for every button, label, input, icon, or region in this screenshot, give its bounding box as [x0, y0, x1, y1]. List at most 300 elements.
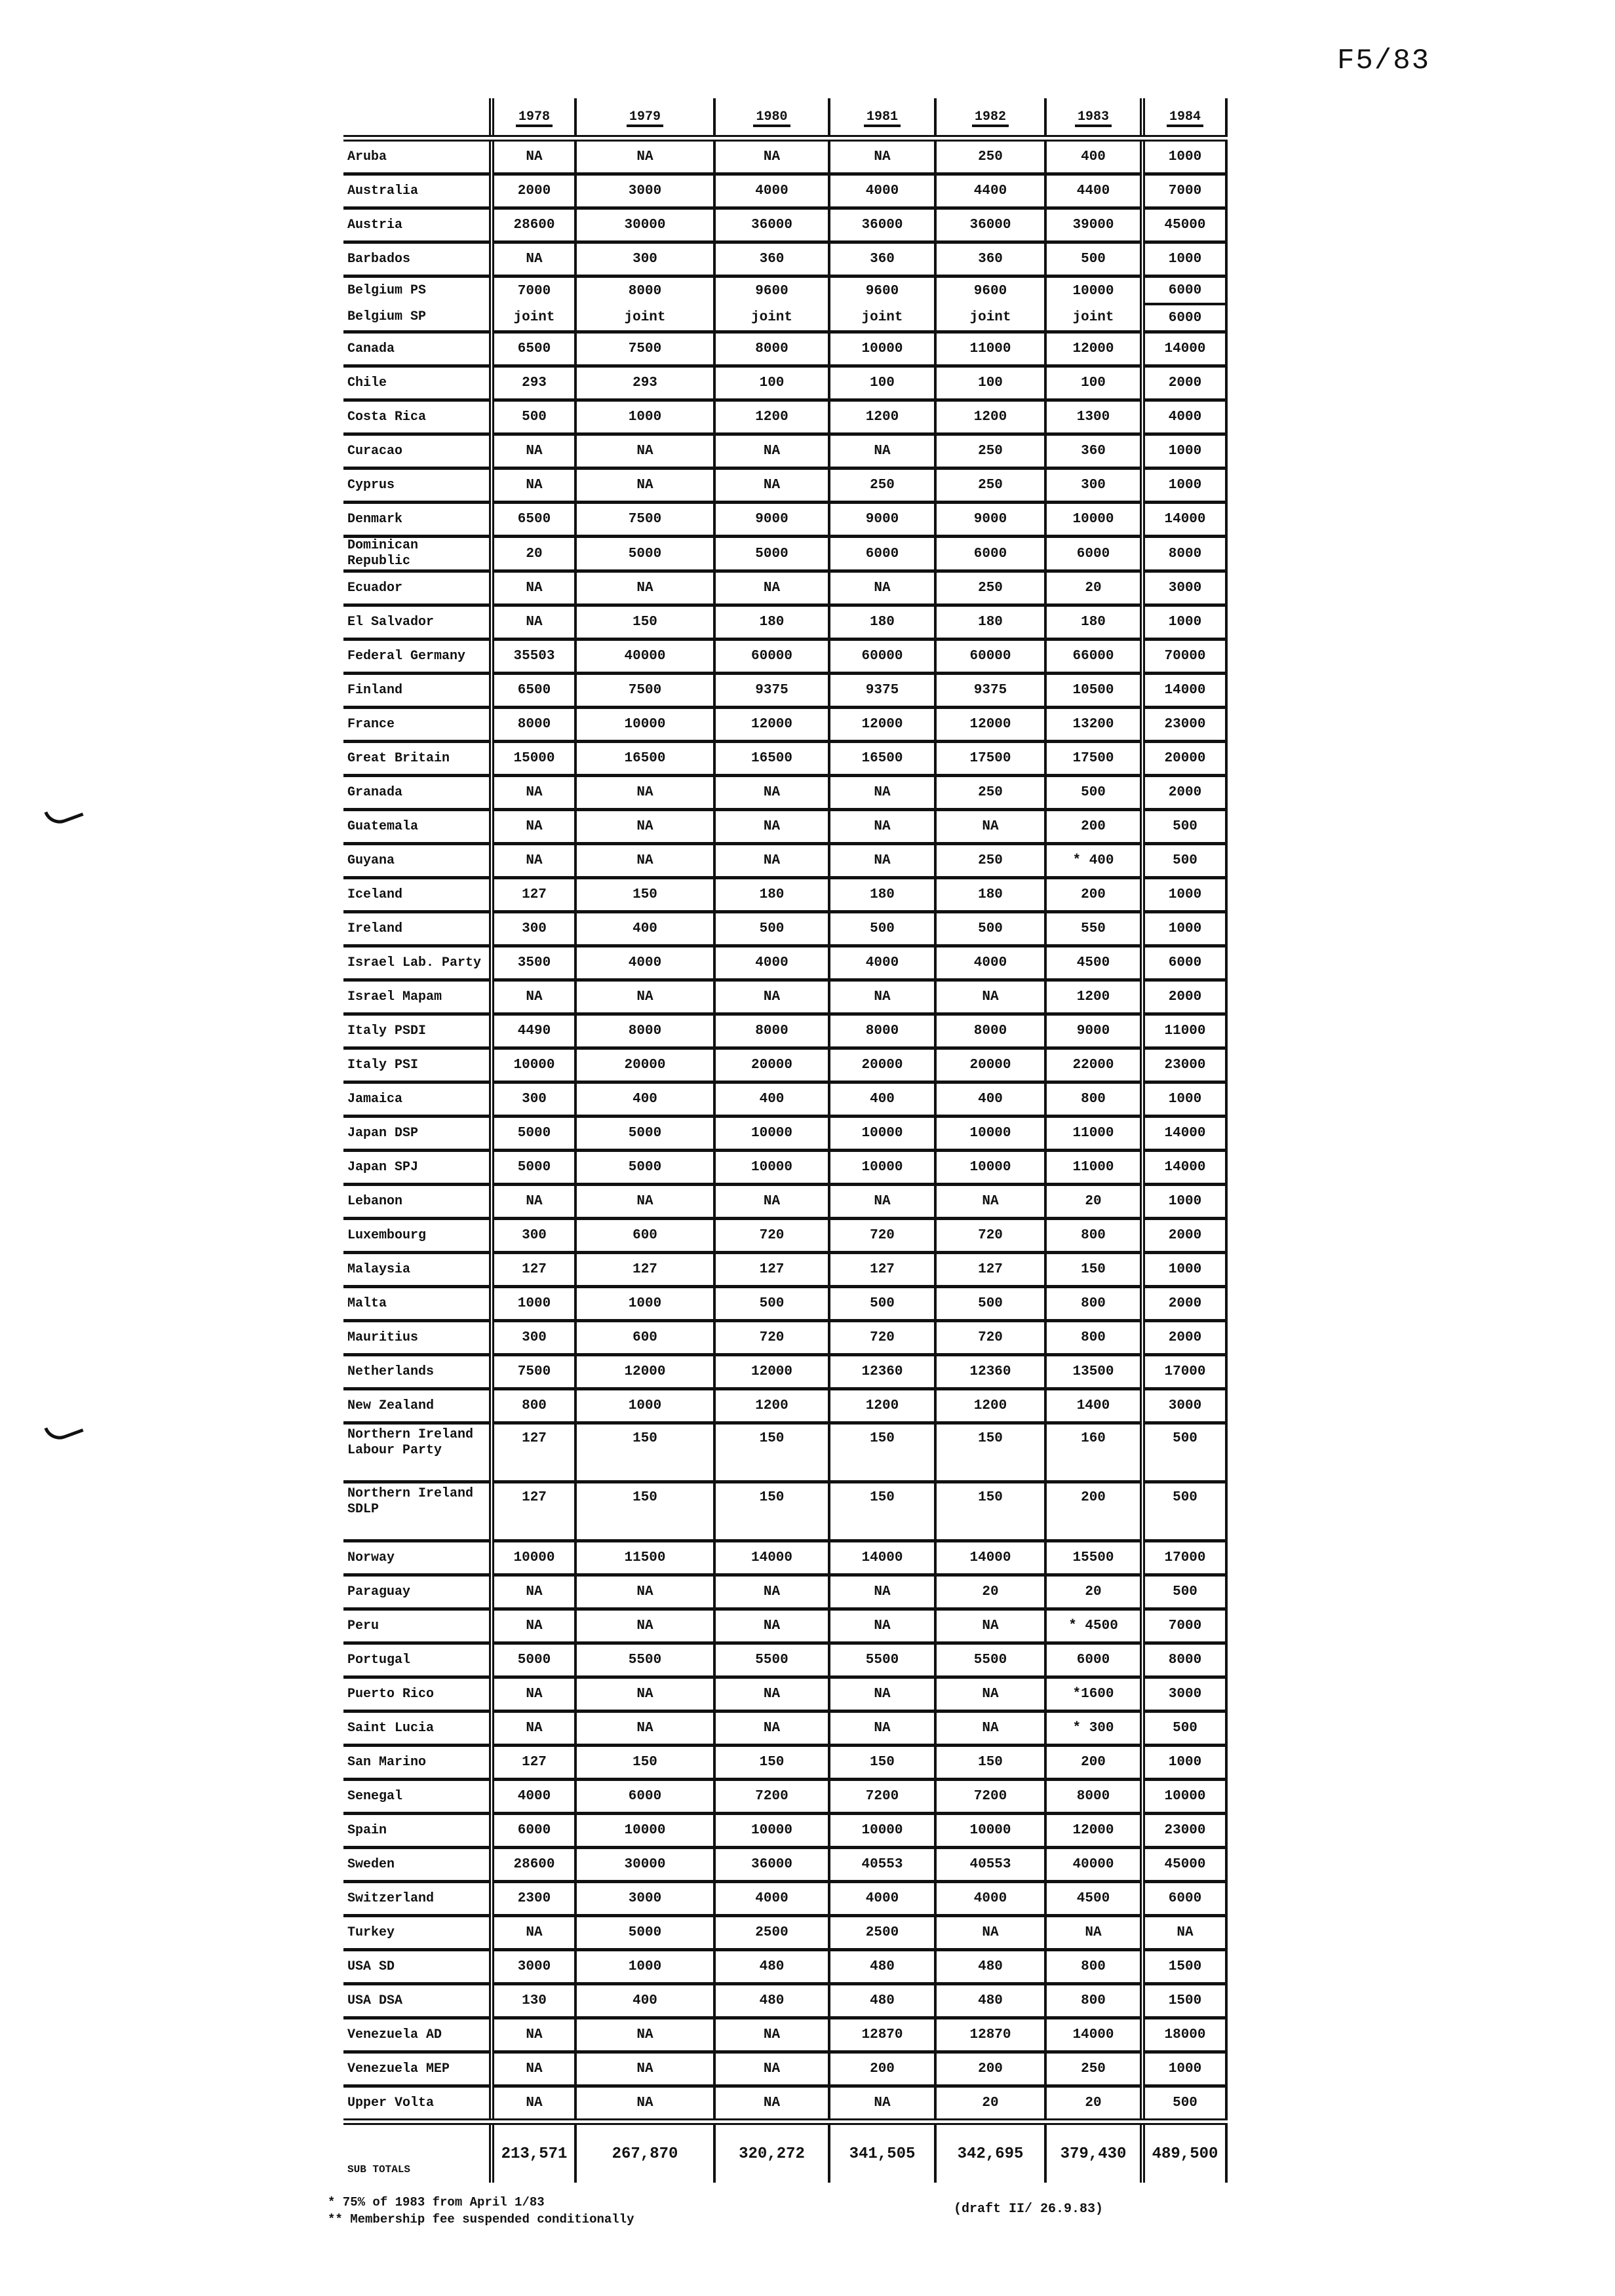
- cell-1978: 5000: [492, 1117, 575, 1151]
- row-label: Granada: [343, 776, 492, 810]
- cell-1982: 10000: [935, 1151, 1045, 1185]
- cell-1983: * 400: [1045, 844, 1142, 878]
- row-label: Austria: [343, 208, 492, 242]
- cell-1983: 1400: [1045, 1389, 1142, 1423]
- row-label: Mauritius: [343, 1321, 492, 1355]
- table-row: [343, 1389, 1226, 1423]
- cell-1978: 127: [492, 878, 575, 912]
- cell-1981: NA: [829, 844, 935, 878]
- cell-1980: NA: [714, 469, 829, 503]
- row-label: Netherlands: [343, 1355, 492, 1389]
- row-label: Great Britain: [343, 742, 492, 776]
- row-label: Denmark: [343, 503, 492, 537]
- cell-1982: 17500: [935, 742, 1045, 776]
- cell-1984: 7000: [1142, 1609, 1226, 1643]
- table-row: [343, 674, 1226, 708]
- cell-1982: 480: [935, 1950, 1045, 1984]
- table-row: [343, 1355, 1226, 1389]
- cell-1981: NA: [829, 1185, 935, 1219]
- cell-1980: NA: [714, 980, 829, 1014]
- cell-1980: 12000: [714, 708, 829, 742]
- cell-1982: 360: [935, 242, 1045, 277]
- year-label: 1979: [627, 109, 663, 127]
- cell-1980: 127: [714, 1253, 829, 1287]
- row-label: USA SD: [343, 1950, 492, 1984]
- cell-1981: 60000: [829, 640, 935, 674]
- cell-1982: NA: [935, 1712, 1045, 1746]
- cell-1979: 600: [575, 1321, 714, 1355]
- table-row: [343, 366, 1226, 400]
- cell-1979: 5500: [575, 1643, 714, 1677]
- cell-1981: NA: [829, 1712, 935, 1746]
- cell-1983: 100: [1045, 366, 1142, 400]
- cell-1979: joint: [575, 304, 714, 332]
- cell-1979: 30000: [575, 208, 714, 242]
- row-label: Upper Volta: [343, 2086, 492, 2122]
- row-label: Turkey: [343, 1916, 492, 1950]
- cell-1984: 23000: [1142, 1814, 1226, 1848]
- cell-1984: 70000: [1142, 640, 1226, 674]
- cell-1980: NA: [714, 138, 829, 174]
- subtotals-row: [343, 2122, 1226, 2183]
- cell-1981: NA: [829, 434, 935, 469]
- cell-1984: 23000: [1142, 1048, 1226, 1082]
- table-row: [343, 1482, 1226, 1541]
- footnote-2: ** Membership fee suspended conditionally: [328, 2212, 634, 2227]
- row-label: New Zealand: [343, 1389, 492, 1423]
- year-header: [492, 98, 575, 138]
- cell-1980: 150: [714, 1423, 829, 1482]
- cell-1983: 66000: [1045, 640, 1142, 674]
- cell-1983: 20: [1045, 2086, 1142, 2122]
- row-label: Norway: [343, 1541, 492, 1575]
- table-row: [343, 1609, 1226, 1643]
- cell-1981: 500: [829, 1287, 935, 1321]
- cell-1979: 150: [575, 605, 714, 640]
- row-label: Dominican Republic: [343, 537, 492, 571]
- cell-1982: 11000: [935, 332, 1045, 366]
- row-label: Guyana: [343, 844, 492, 878]
- cell-1979: 150: [575, 1423, 714, 1482]
- cell-1984: 11000: [1142, 1014, 1226, 1048]
- cell-1979: 4000: [575, 946, 714, 980]
- table-row: [343, 503, 1226, 537]
- row-label: Malaysia: [343, 1253, 492, 1287]
- table-row: [343, 810, 1226, 844]
- cell-1982: 9375: [935, 674, 1045, 708]
- table-row: [343, 878, 1226, 912]
- cell-1978: NA: [492, 1712, 575, 1746]
- cell-1983: 8000: [1045, 1780, 1142, 1814]
- row-label: SUB TOTALS: [343, 2122, 492, 2183]
- cell-1983: 800: [1045, 1984, 1142, 2018]
- cell-1983: 11000: [1045, 1151, 1142, 1185]
- cell-1984: 2000: [1142, 1287, 1226, 1321]
- cell-1978: 3000: [492, 1950, 575, 1984]
- table-row: [343, 138, 1226, 174]
- cell-1980: 500: [714, 912, 829, 946]
- cell-1978: 4000: [492, 1780, 575, 1814]
- cell-1980: 9375: [714, 674, 829, 708]
- cell-1979: 20000: [575, 1048, 714, 1082]
- table-row: [343, 1882, 1226, 1916]
- cell-1980: NA: [714, 1609, 829, 1643]
- cell-1983: 1200: [1045, 980, 1142, 1014]
- cell-1984: 1000: [1142, 605, 1226, 640]
- cell-1982: 60000: [935, 640, 1045, 674]
- cell-1980: 10000: [714, 1117, 829, 1151]
- cell-1979: 6000: [575, 1780, 714, 1814]
- cell-1980: 8000: [714, 332, 829, 366]
- cell-1981: 341,505: [829, 2122, 935, 2183]
- header-blank: [343, 98, 492, 138]
- cell-1982: NA: [935, 1916, 1045, 1950]
- cell-1984: 1000: [1142, 1746, 1226, 1780]
- cell-1979: 5000: [575, 1916, 714, 1950]
- cell-1982: NA: [935, 1609, 1045, 1643]
- table-row: [343, 2086, 1226, 2122]
- cell-1982: 12000: [935, 708, 1045, 742]
- cell-1984: 1500: [1142, 1950, 1226, 1984]
- cell-1979: NA: [575, 844, 714, 878]
- cell-1981: 40553: [829, 1848, 935, 1882]
- cell-1978: NA: [492, 469, 575, 503]
- cell-1979: 1000: [575, 1287, 714, 1321]
- cell-1981: 720: [829, 1219, 935, 1253]
- cell-1983: 500: [1045, 776, 1142, 810]
- cell-1984: 8000: [1142, 537, 1226, 571]
- cell-1979: NA: [575, 434, 714, 469]
- cell-1982: 150: [935, 1482, 1045, 1541]
- cell-1982: 6000: [935, 537, 1045, 571]
- cell-1982: 250: [935, 138, 1045, 174]
- cell-1980: 9000: [714, 503, 829, 537]
- cell-1982: 40553: [935, 1848, 1045, 1882]
- cell-1979: 40000: [575, 640, 714, 674]
- year-header: [829, 98, 935, 138]
- cell-1978: 213,571: [492, 2122, 575, 2183]
- cell-1981: 10000: [829, 1814, 935, 1848]
- cell-1981: 200: [829, 2052, 935, 2086]
- cell-1979: NA: [575, 980, 714, 1014]
- cell-1983: 12000: [1045, 1814, 1142, 1848]
- cell-1979: 10000: [575, 708, 714, 742]
- cell-1981: 8000: [829, 1014, 935, 1048]
- table-row: [343, 980, 1226, 1014]
- table-row: [343, 2052, 1226, 2086]
- cell-1978: 15000: [492, 742, 575, 776]
- row-label: Spain: [343, 1814, 492, 1848]
- cell-1982: 4000: [935, 1882, 1045, 1916]
- year-label: 1980: [753, 109, 790, 127]
- cell-1978: 1000: [492, 1287, 575, 1321]
- cell-1978: 10000: [492, 1541, 575, 1575]
- table-row: [343, 708, 1226, 742]
- cell-1978: 6500: [492, 332, 575, 366]
- cell-1979: 600: [575, 1219, 714, 1253]
- cell-1979: 8000: [575, 1014, 714, 1048]
- cell-1982: 14000: [935, 1541, 1045, 1575]
- cell-1979: 7500: [575, 503, 714, 537]
- row-label: Belgium PS: [347, 283, 427, 298]
- cell-1984: 1000: [1142, 2052, 1226, 2086]
- cell-1978: NA: [492, 2018, 575, 2052]
- cell-1983: 200: [1045, 878, 1142, 912]
- cell-1983: 800: [1045, 1219, 1142, 1253]
- cell-1978: joint: [492, 304, 575, 332]
- cell-1983: 10500: [1045, 674, 1142, 708]
- cell-1980: NA: [714, 844, 829, 878]
- cell-1982: 200: [935, 2052, 1045, 2086]
- cell-1982: 5500: [935, 1643, 1045, 1677]
- cell-1978: 127: [492, 1482, 575, 1541]
- cell-1982: 720: [935, 1219, 1045, 1253]
- cell-1984: 14000: [1142, 674, 1226, 708]
- cell-1983: 22000: [1045, 1048, 1142, 1082]
- cell-1983: 39000: [1045, 208, 1142, 242]
- cell-1982: 250: [935, 571, 1045, 605]
- table-row: [343, 1984, 1226, 2018]
- cell-1984: 6000: [1142, 946, 1226, 980]
- cell-1980: 9600: [714, 277, 829, 305]
- cell-1979: NA: [575, 2018, 714, 2052]
- cell-1984: 14000: [1142, 1151, 1226, 1185]
- cell-1979: 30000: [575, 1848, 714, 1882]
- cell-1982: 4000: [935, 946, 1045, 980]
- row-label: Aruba: [343, 138, 492, 174]
- cell-1980: 720: [714, 1321, 829, 1355]
- cell-1979: 1000: [575, 1389, 714, 1423]
- cell-1983: 300: [1045, 469, 1142, 503]
- cell-1979: 16500: [575, 742, 714, 776]
- cell-1984: 2000: [1142, 1219, 1226, 1253]
- row-label: Costa Rica: [343, 400, 492, 434]
- cell-1979: 7500: [575, 332, 714, 366]
- cell-1978: NA: [492, 980, 575, 1014]
- row-label: Italy PSI: [343, 1048, 492, 1082]
- cell-1980: NA: [714, 810, 829, 844]
- footnote-1: * 75% of 1983 from April 1/83: [328, 2195, 545, 2210]
- cell-1978: 130: [492, 1984, 575, 2018]
- cell-1978: NA: [492, 138, 575, 174]
- cell-1978: NA: [492, 434, 575, 469]
- cell-1981: 1200: [829, 400, 935, 434]
- cell-1984: 6000: [1142, 1882, 1226, 1916]
- cell-1983: 40000: [1045, 1848, 1142, 1882]
- cell-1983: 20: [1045, 1575, 1142, 1609]
- table-row: [343, 1643, 1226, 1677]
- cell-1978: NA: [492, 1677, 575, 1712]
- row-label: Italy PSDI: [343, 1014, 492, 1048]
- cell-1984: 1000: [1142, 434, 1226, 469]
- cell-1980: 500: [714, 1287, 829, 1321]
- cell-1982: NA: [935, 1677, 1045, 1712]
- cell-1984: 4000: [1142, 400, 1226, 434]
- cell-1979: NA: [575, 2052, 714, 2086]
- cell-1984: 500: [1142, 844, 1226, 878]
- cell-1979: 8000: [575, 277, 714, 305]
- cell-1982: 36000: [935, 208, 1045, 242]
- row-label: El Salvador: [343, 605, 492, 640]
- cell-1980: 2500: [714, 1916, 829, 1950]
- cell-1981: 12870: [829, 2018, 935, 2052]
- table-row: [343, 332, 1226, 366]
- cell-1981: 5500: [829, 1643, 935, 1677]
- cell-1978: 127: [492, 1746, 575, 1780]
- cell-1979: 300: [575, 242, 714, 277]
- cell-1984: 1000: [1142, 1082, 1226, 1117]
- cell-1981: 9600: [829, 277, 935, 305]
- cell-1983: 14000: [1045, 2018, 1142, 2052]
- cell-1978: 28600: [492, 208, 575, 242]
- cell-1983: 4500: [1045, 946, 1142, 980]
- row-label: Barbados: [343, 242, 492, 277]
- cell-1979: NA: [575, 469, 714, 503]
- cell-1980: joint: [714, 304, 829, 332]
- row-label: Peru: [343, 1609, 492, 1643]
- year-header: [1045, 98, 1142, 138]
- cell-1978: 293: [492, 366, 575, 400]
- cell-1979: NA: [575, 1712, 714, 1746]
- row-label: Paraguay: [343, 1575, 492, 1609]
- cell-1982: 20000: [935, 1048, 1045, 1082]
- cell-1978: NA: [492, 776, 575, 810]
- cell-1983: 150: [1045, 1253, 1142, 1287]
- cell-1979: NA: [575, 810, 714, 844]
- cell-1983: 15500: [1045, 1541, 1142, 1575]
- cell-1982: 180: [935, 605, 1045, 640]
- cell-1982: 9000: [935, 503, 1045, 537]
- cell-1981: 180: [829, 878, 935, 912]
- cell-1981: joint: [829, 304, 935, 332]
- table-row: [343, 208, 1226, 242]
- cell-1983: 9000: [1045, 1014, 1142, 1048]
- cell-1980: NA: [714, 434, 829, 469]
- cell-1984: 1000: [1142, 138, 1226, 174]
- cell-1979: 5000: [575, 537, 714, 571]
- cell-1982: 100: [935, 366, 1045, 400]
- cell-1983: joint: [1045, 304, 1142, 332]
- table-row: [343, 640, 1226, 674]
- cell-1980: NA: [714, 1575, 829, 1609]
- cell-1983: NA: [1045, 1916, 1142, 1950]
- cell-1978: 800: [492, 1389, 575, 1423]
- cell-1980: NA: [714, 2018, 829, 2052]
- cell-1984: 14000: [1142, 503, 1226, 537]
- cell-1981: 480: [829, 1950, 935, 1984]
- cell-1984: 500: [1142, 1482, 1226, 1541]
- cell-1981: 127: [829, 1253, 935, 1287]
- cell-1982: joint: [935, 304, 1045, 332]
- cell-1982: 1200: [935, 1389, 1045, 1423]
- cell-1980: NA: [714, 571, 829, 605]
- cell-1979: 3000: [575, 1882, 714, 1916]
- cell-1980: 180: [714, 605, 829, 640]
- cell-1983: 20: [1045, 1185, 1142, 1219]
- cell-1981: NA: [829, 776, 935, 810]
- cell-1984: 1000: [1142, 878, 1226, 912]
- cell-1979: 12000: [575, 1355, 714, 1389]
- row-label: Northern Ireland SDLP: [343, 1482, 492, 1541]
- cell-1980: 320,272: [714, 2122, 829, 2183]
- table-row: [343, 1848, 1226, 1882]
- cell-1982: NA: [935, 1185, 1045, 1219]
- cell-1978: 6500: [492, 503, 575, 537]
- cell-1983: * 300: [1045, 1712, 1142, 1746]
- cell-1983: 200: [1045, 1746, 1142, 1780]
- cell-1979: NA: [575, 2086, 714, 2122]
- cell-1978: 7000: [492, 277, 575, 305]
- binder-hole-mark: [44, 1416, 83, 1444]
- cell-1980: 720: [714, 1219, 829, 1253]
- cell-1979: NA: [575, 1677, 714, 1712]
- cell-1983: 13500: [1045, 1355, 1142, 1389]
- cell-1981: 150: [829, 1482, 935, 1541]
- cell-1984: 17000: [1142, 1541, 1226, 1575]
- table-row: [343, 400, 1226, 434]
- cell-1983: 6000: [1045, 1643, 1142, 1677]
- cell-1980: 150: [714, 1746, 829, 1780]
- row-label: Guatemala: [343, 810, 492, 844]
- table-row: [343, 469, 1226, 503]
- year-header-row: [343, 98, 1226, 138]
- cell-1984: 500: [1142, 2086, 1226, 2122]
- cell-1981: 480: [829, 1984, 935, 2018]
- cell-1981: 4000: [829, 946, 935, 980]
- table-row: [343, 912, 1226, 946]
- table-row: [343, 1916, 1226, 1950]
- cell-1978: NA: [492, 1185, 575, 1219]
- cell-1980: 7200: [714, 1780, 829, 1814]
- cell-1981: 2500: [829, 1916, 935, 1950]
- cell-1980: 16500: [714, 742, 829, 776]
- cell-1978: 6500: [492, 674, 575, 708]
- cell-1979: 3000: [575, 174, 714, 208]
- cell-1984: 489,500: [1142, 2122, 1226, 2183]
- table-row: [343, 1253, 1226, 1287]
- row-label: Senegal: [343, 1780, 492, 1814]
- table-row: [343, 844, 1226, 878]
- cell-1982: 500: [935, 912, 1045, 946]
- cell-1980: 4000: [714, 946, 829, 980]
- cell-1981: NA: [829, 1575, 935, 1609]
- membership-fees-table: [343, 98, 1228, 2183]
- table-row: [343, 304, 1226, 332]
- cell-1978: 300: [492, 1082, 575, 1117]
- cell-1981: 100: [829, 366, 935, 400]
- cell-1984: 23000: [1142, 708, 1226, 742]
- row-label: Iceland: [343, 878, 492, 912]
- cell-1982: 250: [935, 434, 1045, 469]
- cell-1979: 400: [575, 912, 714, 946]
- cell-1978: 7500: [492, 1355, 575, 1389]
- cell-1980: 20000: [714, 1048, 829, 1082]
- cell-1984: 45000: [1142, 1848, 1226, 1882]
- cell-1981: NA: [829, 2086, 935, 2122]
- year-header: [1142, 98, 1226, 138]
- cell-1981: NA: [829, 980, 935, 1014]
- table-row: [343, 742, 1226, 776]
- table-row: [343, 1677, 1226, 1712]
- row-label: Malta: [343, 1287, 492, 1321]
- cell-1981: 4000: [829, 1882, 935, 1916]
- year-label: 1981: [864, 109, 901, 127]
- cell-1979: 150: [575, 878, 714, 912]
- cell-1980: NA: [714, 1185, 829, 1219]
- cell-1981: 20000: [829, 1048, 935, 1082]
- cell-1983: 11000: [1045, 1117, 1142, 1151]
- year-label: 1978: [516, 109, 553, 127]
